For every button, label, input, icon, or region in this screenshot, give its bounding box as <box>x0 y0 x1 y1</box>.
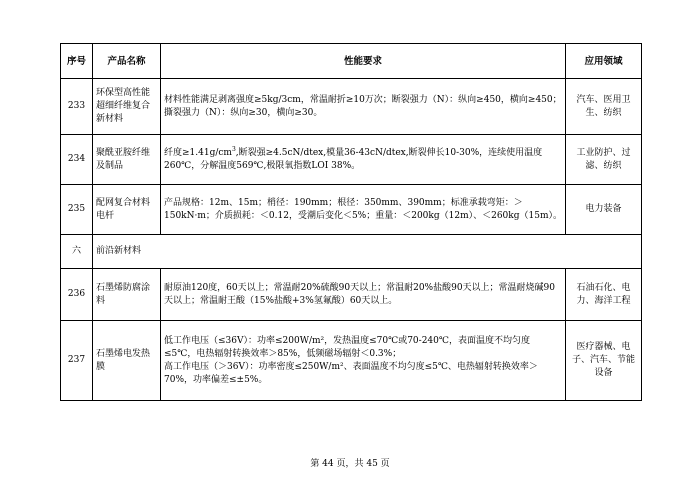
row-requirements <box>161 135 566 185</box>
section-no: 六 <box>61 235 93 269</box>
row-requirements: 产品规格：12m、15m；梢径：190mm；根径：350mm、390mm；标准承载弯矩：＞150kN·m；介质损耗：＜0.12，受潮后变化＜5%；重量：＜200kg（12m）、＜260kg（15m）。 <box>161 185 566 235</box>
req-text: ,断裂强≥4.5cN/dtex,模量36-43cN/dtex,断裂伸长10-30%，连续使用温度260℃，分解温度569℃,极限氧指数LOI 38%。 <box>164 147 543 171</box>
header-requirements: 性能要求 <box>161 44 566 79</box>
table-row <box>61 321 642 401</box>
header-name: 产品名称 <box>93 44 161 79</box>
spec-table <box>60 43 642 401</box>
table-row <box>61 185 642 235</box>
row-no: 234 <box>61 135 93 185</box>
row-requirements <box>161 321 566 401</box>
table-header-row <box>61 44 642 79</box>
row-application: 电力装备 <box>566 185 642 235</box>
row-no: 237 <box>61 321 93 401</box>
row-name: 配网复合材料电杆 <box>93 185 161 235</box>
section-row <box>61 235 642 269</box>
row-requirements: 耐原油120度，60天以上；常温耐20%硫酸90天以上；常温耐20%盐酸90天以上；常温耐烧碱90天以上；常温耐王酸（15%盐酸+3%氢氟酸）60天以上。 <box>161 269 566 321</box>
table-row <box>61 79 642 135</box>
section-title: 前沿新材料 <box>93 235 642 269</box>
req-line: 高工作电压（＞36V）：功率密度≤250W/m²、表面温度不均匀度≤5℃、电热辐射转换效率＞70%，功率偏差≤±5%。 <box>164 361 538 385</box>
req-superscript: 3 <box>231 145 236 153</box>
row-name: 石墨烯电发热膜 <box>93 321 161 401</box>
header-application: 应用领域 <box>566 44 642 79</box>
row-no: 235 <box>61 185 93 235</box>
row-application: 工业防护、过滤、纺织 <box>566 135 642 185</box>
row-name: 环保型高性能超细纤维复合新材料 <box>93 79 161 135</box>
row-requirements: 材料性能满足剥离强度≥5kg/3cm，常温耐折≥10万次；断裂强力（N）：纵向≥450，横向≥450；撕裂强力（N）：纵向≥30，横向≥30。 <box>161 79 566 135</box>
page-footer: 第 44 页，共 45 页 <box>310 459 390 469</box>
row-application: 石油石化、电力、海洋工程 <box>566 269 642 321</box>
row-name: 石墨烯防腐涂料 <box>93 269 161 321</box>
req-line: 低工作电压（≤36V）：功率≤200W/m²，发热温度≤70℃或70-240℃，表面温度不均匀度≤5℃，电热辐射转换效率＞85%，低频磁场辐射＜0.3%； <box>164 335 530 359</box>
table-row <box>61 135 642 185</box>
req-text: 纤度≥1.41g/cm <box>164 147 232 158</box>
row-application: 汽车、医用卫生、纺织 <box>566 79 642 135</box>
table-row <box>61 269 642 321</box>
header-no: 序号 <box>61 44 93 79</box>
row-name: 聚酰亚胺纤维及制品 <box>93 135 161 185</box>
row-application: 医疗器械、电子、汽车、节能设备 <box>566 321 642 401</box>
row-no: 236 <box>61 269 93 321</box>
row-no: 233 <box>61 79 93 135</box>
